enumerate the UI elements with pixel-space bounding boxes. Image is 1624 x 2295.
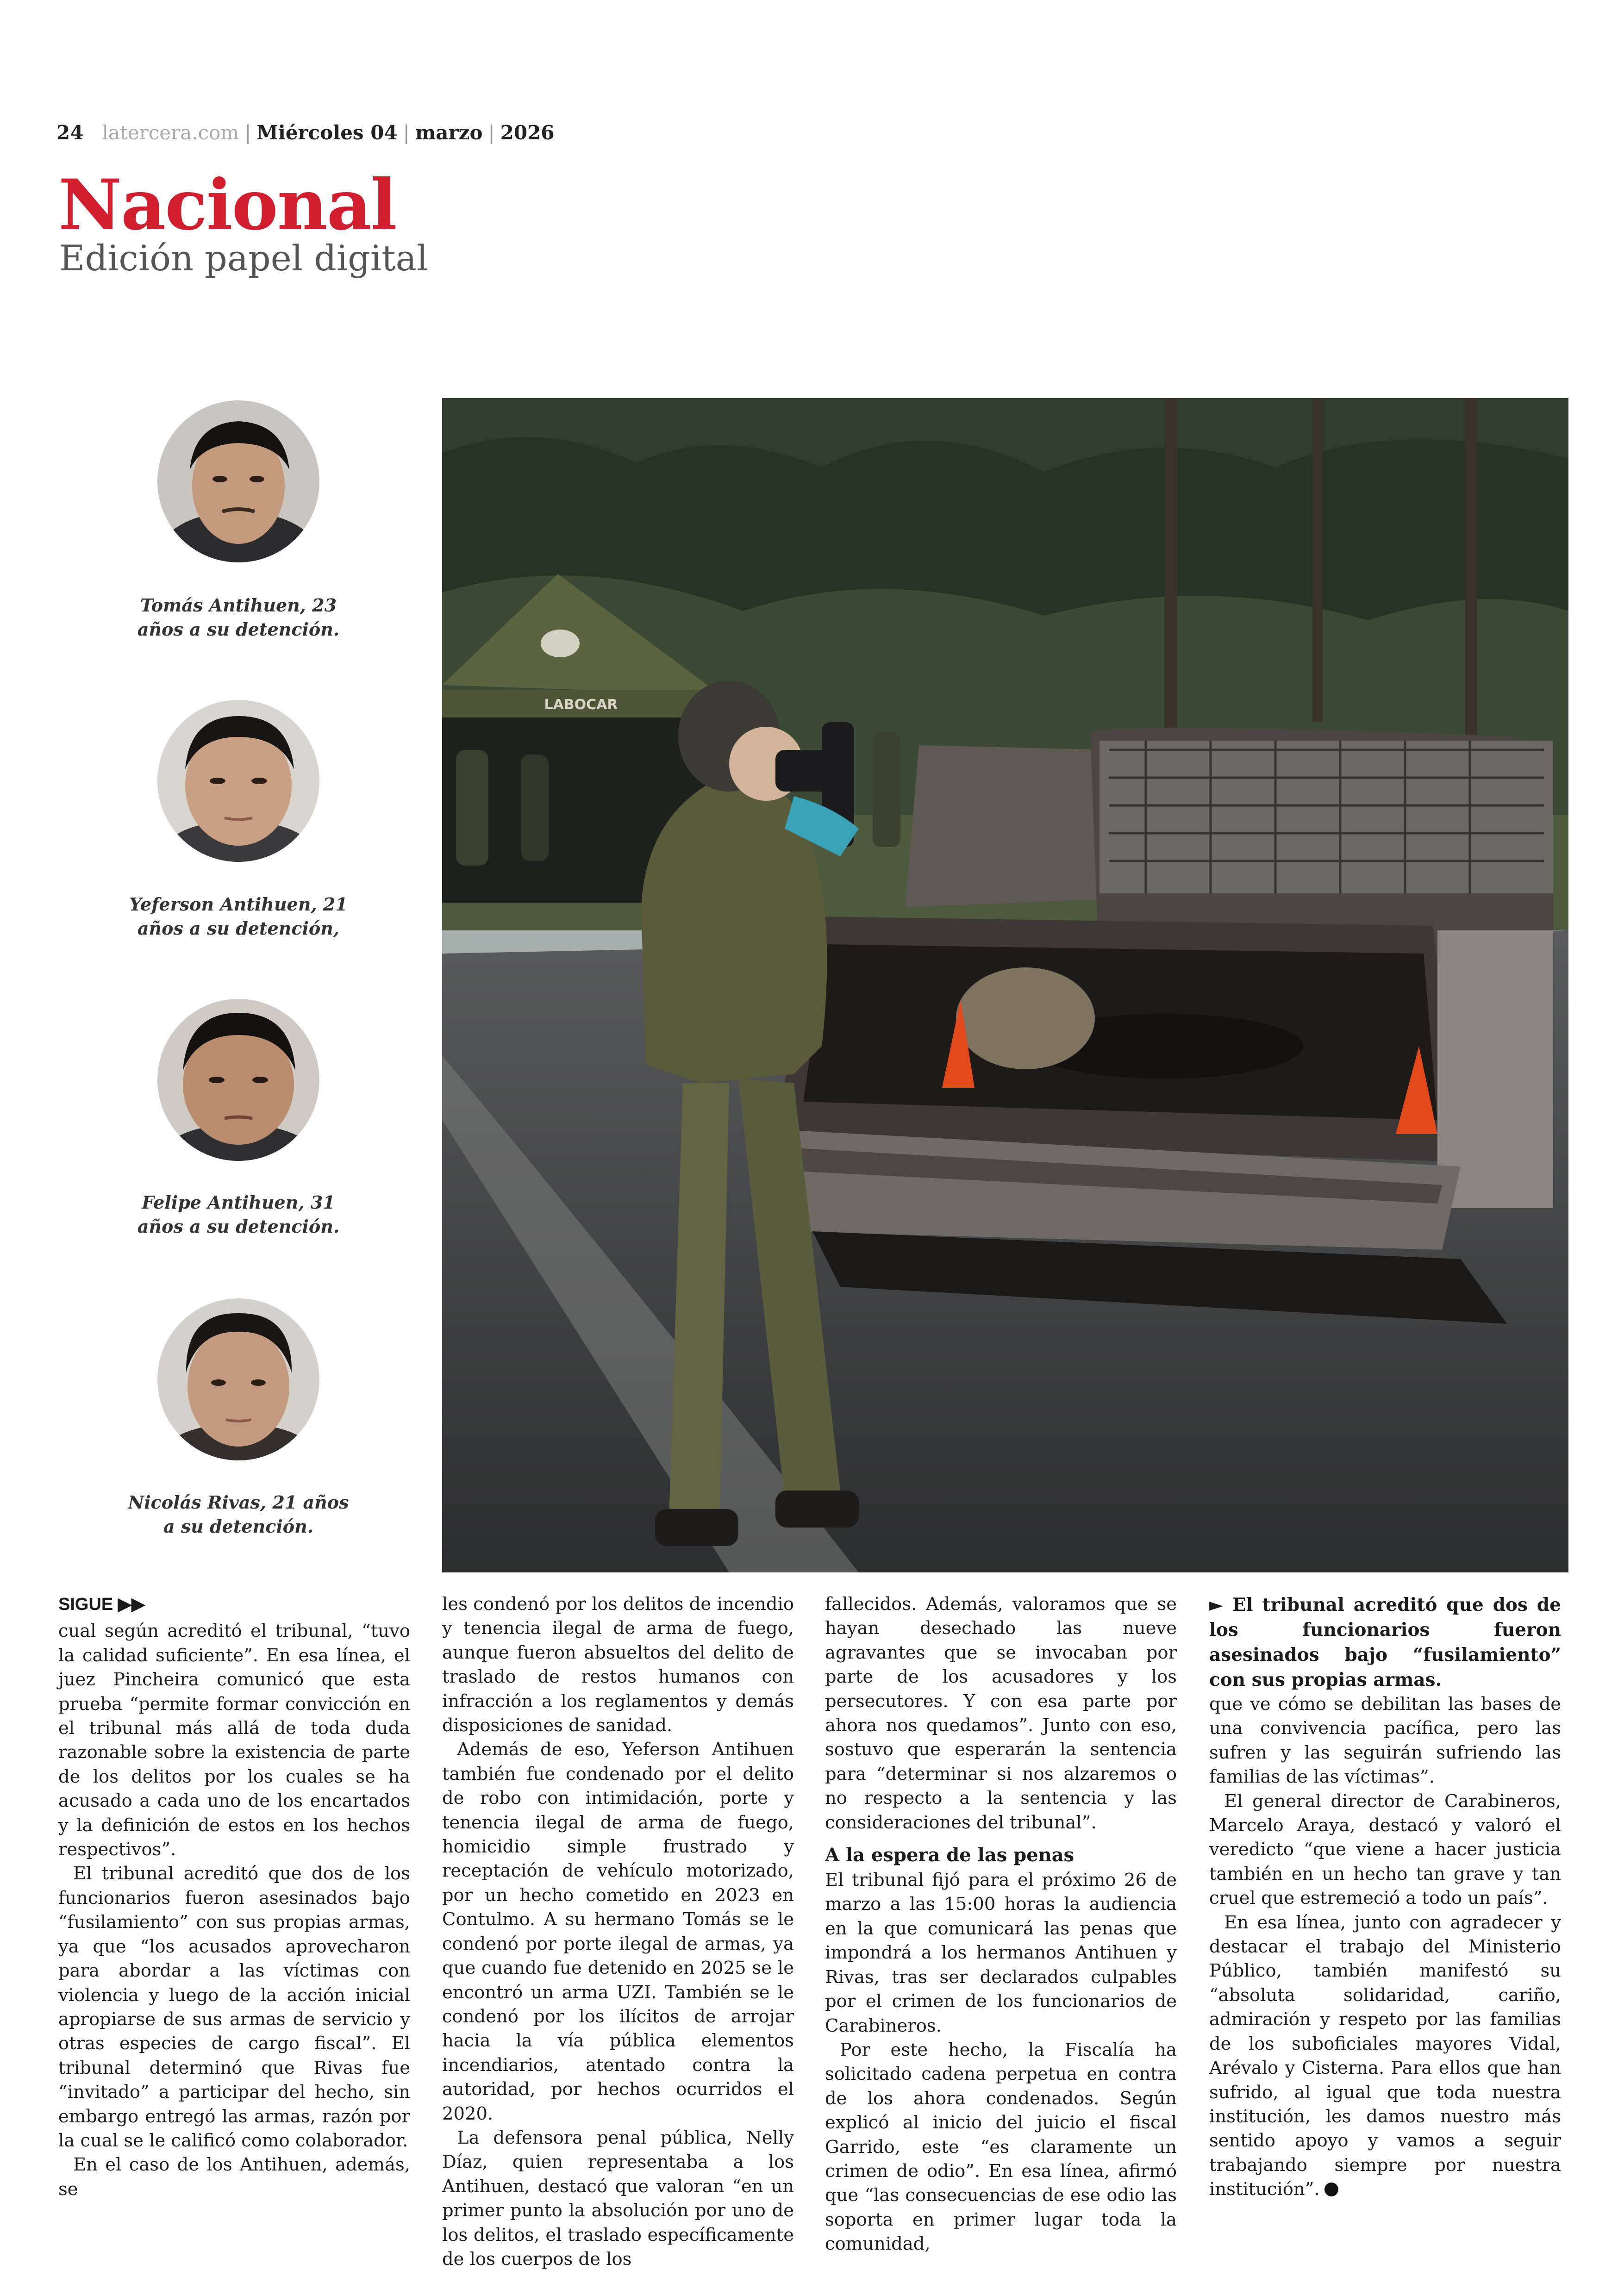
paragraph: que ve cómo se debilitan las bases de una convivencia pacífica, pero las sufren y las seguirán sufriendo las familias de las víctimas”. [1209, 1694, 1561, 1788]
page-number: 24 [56, 121, 84, 144]
continued-marker: SIGUE ▶▶ [58, 1595, 145, 1614]
article-column-1 [58, 1592, 410, 2201]
paragraph: El tribunal fijó para el próximo 26 de marzo a las 15:00 horas la audiencia en la que comunicará las penas que impondrá a los hermanos Antihuen y Rivas, tras ser declarados culpables por el crimen de los funcionarios de Carabineros. [825, 1870, 1177, 2036]
portrait-nicolas [157, 1298, 319, 1460]
date-weekday-day: Miércoles 04 [256, 121, 398, 144]
article-column-2 [442, 1592, 794, 2271]
paragraph: les condenó por los delitos de incendio y tenencia ilegal de arma de fuego, aunque fueron absueltos del delito de traslado de restos humanos con infracción a los reglamentos y demás disposiciones de sanidad. [442, 1594, 794, 1736]
end-of-article-dot-icon [1324, 2183, 1338, 2196]
paragraph: En esa línea, junto con agradecer y destacar el trabajo del Ministerio Público, también manifestó su “absoluta solidaridad, cariño, admiración y respeto por las familias de los suboficiales mayores Vidal, Arévalo y Cisterna. Para ellos que han sufrido, al igual que toda nuestra institución, les damos nuestro más sentido apoyo y vamos a seguir trabajando siempre por nuestra institución”. [1209, 1912, 1561, 2200]
paragraph: En el caso de los Antihuen, además, se [58, 2154, 410, 2200]
pull-quote: ► El tribunal acreditó que dos de los funcionarios fueron asesinados bajo “fusilamiento” con sus propias armas. [1209, 1594, 1561, 1690]
portrait-caption: Felipe Antihuen, 31 años a su detención. [137, 1192, 340, 1237]
section-subtitle: Edición papel digital [59, 237, 428, 279]
paragraph: El tribunal acreditó que dos de los funcionarios fueron asesinados bajo “fusilamiento” con sus propias armas, ya que “los acusados aprovecharon para abordar a las víctimas con violencia y luego de la acción inicial apropiarse de sus armas de servicio y otras especies de cargo fiscal”. El tribunal determinó que Rivas fue “invitado” a participar del hecho, sin embargo entregó las armas, razón por la cual se le calificó como colaborador. [58, 1863, 410, 2151]
date-month: marzo [415, 121, 483, 144]
site-name[interactable]: latercera.com [102, 121, 239, 144]
paragraph: cual según acreditó el tribunal, “tuvo la calidad suficiente”. En esa línea, el juez Pincheira comunicó que esta prueba “permite formar convicción en el tribunal más allá de toda duda razonable sobre la existencia de parte de los delitos por los cuales se ha acusado a cada uno de los encartados y la definición de estos en los hechos respectivos”. [58, 1621, 410, 1860]
portrait-caption: Tomás Antihuen, 23 años a su detención. [137, 595, 340, 640]
article-column-4 [1209, 1592, 1561, 2202]
main-photo-burned-truck [442, 398, 1568, 1572]
paragraph: fallecidos. Además, valoramos que se hayan desechado las nueve agravantes que se invocaban por parte de los acusadores y los persecutores. Y con esa parte por ahora nos quedamos”. Junto con eso, sostuvo que esperarán la sentencia para “determinar si nos alzaremos o no respecto a la sentencia y las consideraciones del tribunal”. [825, 1594, 1177, 1833]
paragraph: Por este hecho, la Fiscalía ha solicitado cadena perpetua en contra de los ahora condenados. Según explicó al inicio del juicio el fiscal Garrido, este “es claramente un crimen de odio”. En esa línea, afirmó que “las consecuencias de ese odio las soporta en primer lugar toda la comunidad, [825, 2039, 1177, 2255]
paragraph: La defensora penal pública, Nelly Díaz, quien representaba a los Antihuen, destacó que valoran “en un primer punto la absolución por uno de los delitos, el traslado específicamente de los cuerpos de los [442, 2127, 794, 2270]
portrait-tomas [157, 400, 319, 562]
subheading: A la espera de las penas [825, 1844, 1074, 1866]
paragraph: Además de eso, Yeferson Antihuen también fue condenado por el delito de robo con intimidación, porte y tenencia ilegal de arma de fuego, homicidio simple frustrado y receptación de vehículo motorizado, por un hecho cometido en 2023 en Contulmo. A su hermano Tomás se le condenó por porte ilegal de armas, ya que cuando fue detenido en 2025 se le encontró un arma UZI. También se le condenó por los ilícitos de arrojar hacia la vía pública elementos incendiarios, atentado contra la autoridad, por hechos ocurridos el 2020. [442, 1739, 794, 2124]
portrait-felipe [157, 999, 319, 1161]
portrait-caption: Yeferson Antihuen, 21 años a su detención, [129, 894, 348, 939]
paragraph: El general director de Carabineros, Marcelo Araya, destacó y valoró el veredicto “que viene a hacer justicia también en un hecho tan grave y tan cruel que estremeció a todo un país”. [1209, 1790, 1561, 1909]
date-year: 2026 [500, 121, 555, 144]
section-title: Nacional [58, 164, 396, 246]
page-header: 24 latercera.com | Miércoles 04 | marzo | 2026 [56, 121, 555, 144]
portrait-caption: Nicolás Rivas, 21 años a su detención. [128, 1492, 349, 1537]
portrait-yeferson [157, 700, 319, 862]
tent-label: LABOCAR [544, 697, 618, 713]
article-column-3 [825, 1592, 1177, 2257]
